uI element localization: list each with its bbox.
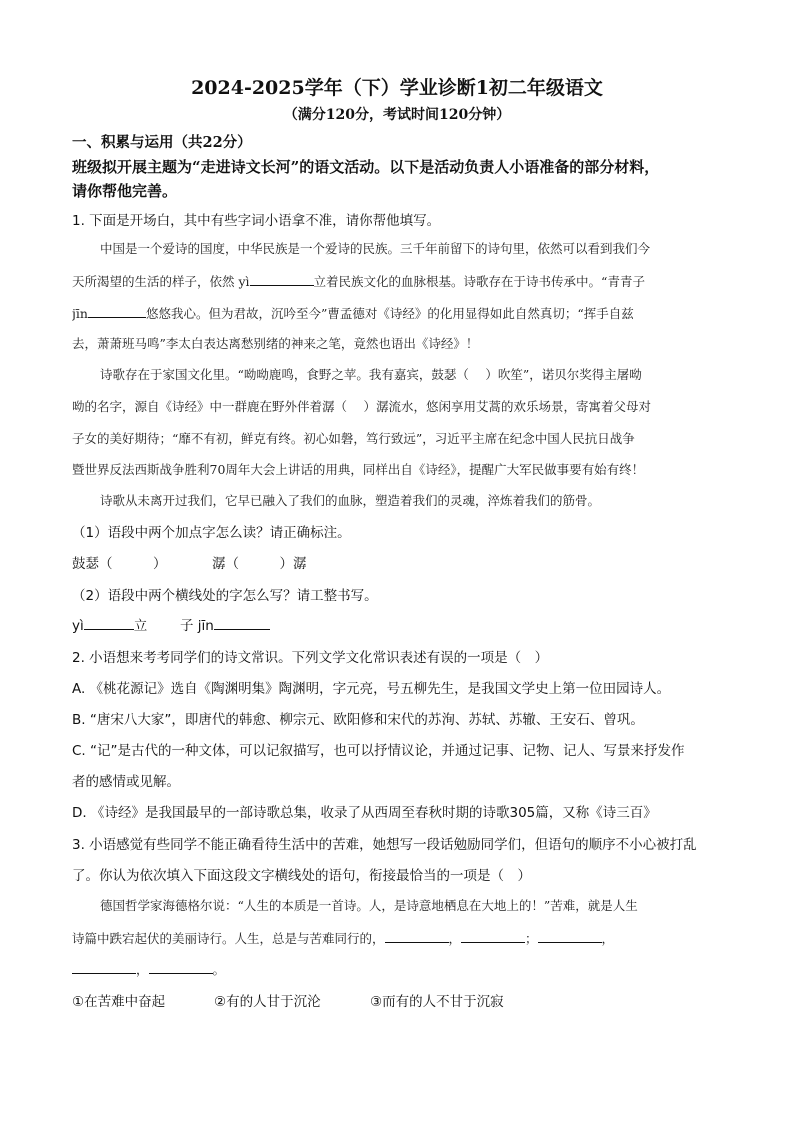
answer-label: yì [72, 618, 84, 634]
q3-stem-cont: 了。你认为依次填入下面这段文字横线处的语句，衔接最恰当的一项是（ ） [72, 868, 531, 884]
q1-passage-line: 诗歌从未离开过我们，它早已融入了我们的血脉，塑造着我们的灵魂，淬炼着我们的筋骨。 [100, 493, 601, 508]
answer-chan[interactable]: 潺（ ）潺 [212, 556, 307, 572]
q2-stem: 2. 小语想来考考同学们的诗文常识。下列文学文化常识表述有误的一项是（ ） [72, 650, 549, 666]
punct: ， [601, 931, 615, 946]
blank-4[interactable] [72, 959, 136, 974]
q1-passage-text: 悠悠我心。但为君故，沉吟至今”曹孟德对《诗经》的化用显得如此自然真切；“挥手自兹 [145, 306, 634, 321]
q3-passage-line: 德国哲学家海德格尔说：“人生的本质是一首诗。人，是诗意地栖息在大地上的！”苦难，就是人生 [100, 898, 638, 913]
blank-2[interactable] [461, 928, 525, 943]
blank-yi[interactable] [250, 271, 314, 286]
page-subtitle: （满分120分，考试时间120分钟） [283, 107, 511, 123]
q2-option-c[interactable]: C. “记”是古代的一种文体，可以记叙描写，也可以抒情议论，并通过记事、记物、记人、写景来抒发作 [72, 743, 685, 759]
punct: ； [525, 931, 538, 946]
q3-option-3: ③而有的人不甘于沉寂 [370, 994, 504, 1010]
q3-stem: 3. 小语感觉有些同学不能正确看待生活中的苦难，她想写一段话勉励同学们，但语句的顺序不小心被打乱 [72, 837, 697, 853]
q2-option-d[interactable]: D. 《诗经》是我国最早的一部诗歌总集，收录了从西周至春秋时期的诗歌305篇，又称《诗三百》 [72, 805, 657, 821]
intro-line-2: 请你帮他完善。 [72, 182, 178, 200]
q1-stem: 1. 下面是开场白，其中有些字词小语拿不准，请你帮他填写。 [72, 213, 441, 229]
answer-jin[interactable] [180, 614, 270, 634]
q1-passage-line [72, 303, 722, 322]
blank-3[interactable] [538, 928, 602, 943]
answer-yi[interactable] [72, 614, 147, 634]
q1-sub1: （1）语段中两个加点字怎么读？请正确标注。 [72, 525, 351, 541]
intro-line-1: 班级拟开展主题为“走进诗文长河”的语文活动。以下是活动负责人小语准备的部分材料， [72, 158, 660, 176]
blank-1[interactable] [385, 928, 449, 943]
q1-passage-line: 呦的名字，源自《诗经》中一群鹿在野外伴着潺（ ）潺流水，悠闲享用艾蒿的欢乐场景，寄寓着父母对 [72, 399, 651, 414]
answer-guse[interactable]: 鼓瑟（ ） [72, 556, 167, 572]
page-title: 2024-2025学年（下）学业诊断1初二年级语文 [191, 77, 603, 99]
punct: ， [448, 931, 462, 946]
q3-passage-line [72, 928, 722, 947]
q3-option-2: ②有的人甘于沉沦 [214, 994, 321, 1010]
q3-passage-line [72, 959, 722, 978]
q1-passage-text: jīn [72, 306, 88, 321]
q3-option-1: ①在苦难中奋起 [72, 994, 166, 1010]
q1-passage-line: 子女的美好期待；“靡不有初，鲜克有终。初心如磐，笃行致远”，习近平主席在纪念中国人民抗日战争 [72, 431, 635, 446]
q1-passage-text: 天所渴望的生活的样子，依然 yì [72, 274, 250, 289]
punct: ， [136, 962, 149, 977]
q1-passage-line: 去，萧萧班马鸣”李太白表达离愁别绪的神来之笔，竟然也语出《诗经》！ [72, 336, 479, 351]
q1-passage-text: 立着民族文化的血脉根基。诗歌存在于诗书传承中。“青青子 [313, 274, 645, 289]
q2-option-c-cont: 者的感情或见解。 [72, 774, 180, 790]
q2-option-b[interactable]: B. “唐宋八大家”，即唐代的韩愈、柳宗元、欧阳修和宋代的苏洵、苏轼、苏辙、王安石、曾巩。 [72, 712, 644, 728]
q1-passage-line: 暨世界反法西斯战争胜利70周年大会上讲话的用典，同样出自《诗经》，提醒广大军民做事要有始有终！ [72, 462, 645, 477]
q1-sub2: （2）语段中两个横线处的字怎么写？请工整书写。 [72, 588, 378, 604]
blank-yi-answer[interactable] [84, 615, 134, 630]
answer-label: 子 jīn [180, 618, 214, 634]
q1-passage-line [72, 271, 722, 290]
q2-option-a[interactable]: A. 《桃花源记》选自《陶渊明集》陶渊明，字元亮，号五柳先生，是我国文学史上第一位田园诗人。 [72, 681, 671, 697]
blank-5[interactable] [149, 959, 213, 974]
section-heading: 一、积累与运用（共22分） [72, 134, 252, 151]
blank-jin[interactable] [88, 303, 146, 318]
q1-passage-line: 中国是一个爱诗的国度，中华民族是一个爱诗的民族。三千年前留下的诗句里，依然可以看到我们今 [100, 241, 651, 256]
answer-label: 立 [133, 618, 148, 634]
punct: 。 [212, 962, 226, 977]
q3-passage-text: 诗篇中跌宕起伏的美丽诗行。人生，总是与苦难同行的， [72, 931, 385, 946]
q1-passage-line: 诗歌存在于家国文化里。“呦呦鹿鸣，食野之苹。我有嘉宾，鼓瑟（ ）吹笙”，诺贝尔奖得主屠呦 [100, 367, 642, 382]
blank-jin-answer[interactable] [214, 615, 270, 630]
